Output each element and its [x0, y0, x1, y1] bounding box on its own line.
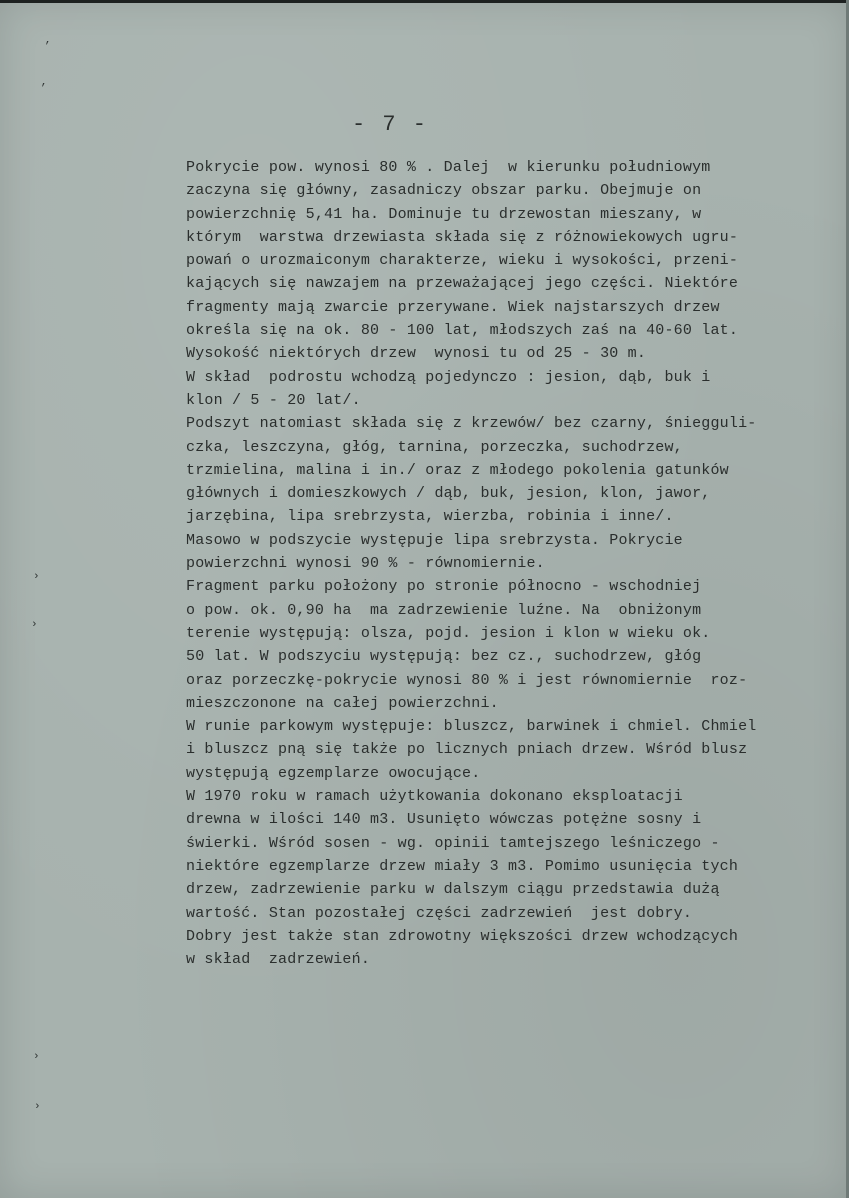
text-line: mieszczonone na całej powierzchni.	[186, 694, 499, 712]
text-line: zaczyna się główny, zasadniczy obszar parku. Obejmuje on	[186, 182, 702, 200]
top-scan-edge	[0, 0, 849, 3]
text-line: Pokrycie pow. wynosi 80 % . Dalej w kierunku południowym	[186, 159, 711, 176]
text-line: określa się na ok. 80 - 100 lat, młodszych zaś na 40-60 lat.	[186, 322, 739, 340]
text-line: 50 lat. W podszyciu występują: bez cz., suchodrzew, głóg	[186, 648, 702, 666]
text-line: oraz porzeczkę-pokrycie wynosi 80 % i jest równomiernie roz-	[186, 671, 748, 689]
text-line: którym warstwa drzewiasta składa się z różnowiekowych ugru-	[186, 228, 739, 246]
text-line: wartość. Stan pozostałej części zadrzewień jest dobry.	[186, 904, 693, 922]
text-line: głównych i domieszkowych / dąb, buk, jesion, klon, jawor,	[186, 485, 711, 503]
text-line: fragmenty mają zwarcie przerywane. Wiek najstarszych drzew	[186, 298, 720, 316]
margin-mark-5: ›	[33, 1051, 40, 1063]
text-line: terenie występują: olsza, pojd. jesion i klon w wieku ok.	[186, 624, 711, 642]
text-line: W 1970 roku w ramach użytkowania dokonano eksploatacji	[186, 788, 683, 806]
text-line: klon / 5 - 20 lat/.	[186, 391, 361, 409]
text-line: Wysokość niektórych drzew wynosi tu od 25 - 30 m.	[186, 345, 647, 363]
margin-mark-3: ›	[33, 571, 40, 583]
text-line: W skład podrostu wchodzą pojedynczo : jesion, dąb, buk i	[186, 368, 711, 386]
text-line: powierzchnię 5,41 ha. Dominuje tu drzewostan mieszany, w	[186, 205, 702, 223]
text-line: Fragment parku położony po stronie północno - wschodniej	[186, 578, 702, 596]
page-number: - 7 -	[351, 112, 428, 137]
text-line: drzew, zadrzewienie parku w dalszym ciągu przedstawia dużą	[186, 881, 720, 899]
text-line: Podszyt natomiast składa się z krzewów/ bez czarny, śniegguli-	[186, 415, 757, 433]
text-line: w skład zadrzewień.	[186, 951, 371, 969]
text-line: jarzębina, lipa srebrzysta, wierzba, robinia i inne/.	[186, 508, 674, 526]
text-line: czka, leszczyna, głóg, tarnina, porzeczka, suchodrzew,	[186, 438, 683, 456]
text-line: świerki. Wśród sosen - wg. opinii tamtejszego leśniczego -	[186, 834, 720, 852]
text-line: trzmielina, malina i in./ oraz z młodego pokolenia gatunków	[186, 461, 729, 479]
text-line: drewna w ilości 140 m3. Usunięto wówczas potężne sosny i	[186, 811, 702, 829]
margin-mark-1: ’	[44, 41, 51, 53]
body-text	[186, 156, 836, 971]
text-line: powierzchni wynosi 90 % - równomiernie.	[186, 555, 545, 573]
margin-mark-4: ›	[31, 619, 38, 631]
margin-mark-2: ’	[40, 83, 47, 95]
text-line: Masowo w podszycie występuje lipa srebrzysta. Pokrycie	[186, 531, 683, 549]
text-line: kających się nawzajem na przeważającej jego części. Niektóre	[186, 275, 739, 293]
text-line: niektóre egzemplarze drzew miały 3 m3. Pomimo usunięcia tych	[186, 857, 739, 875]
margin-mark-6: ›	[34, 1101, 41, 1113]
text-line: powań o urozmaiconym charakterze, wieku i wysokości, przeni-	[186, 252, 739, 270]
text-line: występują egzemplarze owocujące.	[186, 764, 481, 782]
text-line: W runie parkowym występuje: bluszcz, barwinek i chmiel. Chmiel	[186, 718, 757, 736]
text-line: Dobry jest także stan zdrowotny większości drzew wchodzących	[186, 927, 739, 945]
text-line: i bluszcz pną się także po licznych pniach drzew. Wśród blusz	[186, 741, 748, 759]
text-line: o pow. ok. 0,90 ha ma zadrzewienie luźne. Na obniżonym	[186, 601, 702, 619]
